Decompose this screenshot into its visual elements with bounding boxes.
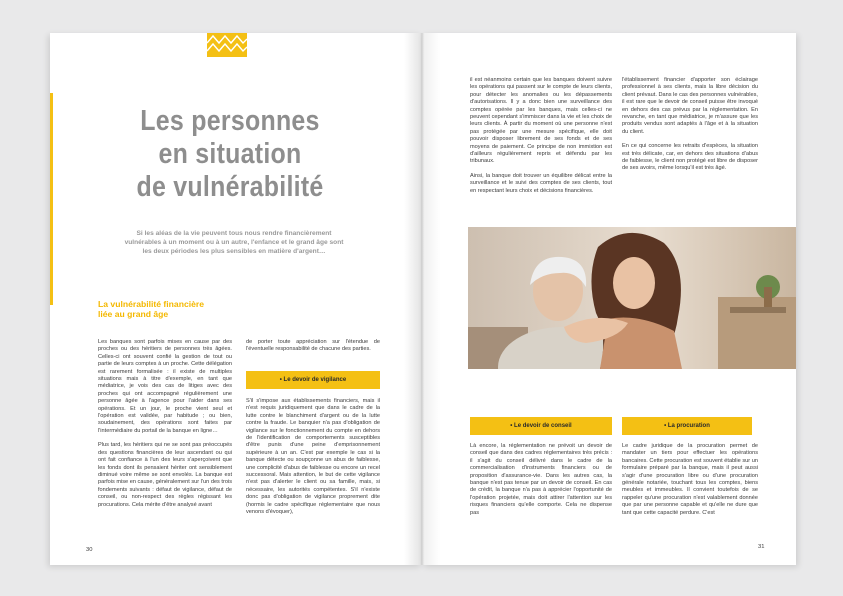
paragraph: Là encore, la réglementation ne prévoit un devoir de conseil que dans des cadres réglementaires très précis : il s'agit du conseil délivré dans le cadre de la commercialisation d'instruments financiers ou de proposition d'assurance-vie. Dans les autres cas, la banque n'est pas tenue par un devoir de conseil. En cas de crédit, la banque n'a pas à apprécier l'opportunité de l'opération projetée, mais doit attirer l'attention sur les risques financiers qu'elle comporte. Cela ne dispense pas xyxy=(470,443,612,516)
paragraph: Le cadre juridique de la procuration permet de mandater un tiers pour effectuer les opérations bancaires. Cette procuration est souvent établie sur un formulaire préparé par la banque, mais il peut aussi s'agir d'une procuration libre ou d'une procuration générale notariée, touchant tous les comptes, biens meubles et immeubles. Il convient toutefois de se rappeler qu'une procuration n'est valablement donnée que par une personne capable et qu'elle ne dure que tant que cette capacité perdure. C'est xyxy=(622,443,758,516)
title-line: en situation xyxy=(158,138,302,170)
section-bar-vigilance: • Le devoir de vigilance xyxy=(246,371,380,389)
paragraph: l'établissement financier d'apporter son éclairage professionnel à ses clients, mais la libre décision du client prévaut. Dans le cas des personnes vulnérables, il est rare que le devoir de conseil puisse être invoqué en dehors des cas prévus par la réglementation. En revanche, en tant que médiatrice, je m'assure que les produits vendus sont adaptés à l'âge et à la situation du client. xyxy=(622,77,758,135)
paragraph: Plus tard, les héritiers qui ne se sont pas préoccupés des questions financières de leur ascendant ou qui ont fait confiance à l'un des leurs s'aperçoivent que les fonds dont ils pensaient hériter ont sensiblement diminué voire même se sont envolés. La banque est parfois mise en cause, généralement sur l'un des trois fondements suivants : défaut de vigilance, défaut de conseil, ou non-respect des règles régissant les procurations. Cela mérite d'être analysé avant xyxy=(98,442,232,508)
section-title-line: La vulnérabilité financière xyxy=(98,299,205,309)
right-column-1 xyxy=(470,77,612,202)
title-line: de vulnérabilité xyxy=(136,171,324,203)
paragraph: S'il s'impose aux établissements financiers, mais il n'est requis juridiquement que dans le cadre de la lutte contre le blanchiment d'argent ou de la lutte contre la fraude. Le banquier n'a pas d'obligation de vigilance sur le fonctionnement du compte en dehors de l'identification de comportements susceptibles d'être punis d'une peine d'emprisonnement supérieure à un an. C'est par exemple le cas si la banque détecte ou soupçonne un abus de faiblesse, une complicité d'abus de faiblesse ou encore un recel successoral. Mais attention, le but de cette vigilance n'est pas d'alerter le client ou sa famille, mais, si nécessaire, les autorités compétentes. S'il n'existe donc pas d'obligation de vigilance proprement dite (hormis le cadre spécifique réglementaire que nous venons d'évoquer), xyxy=(246,398,380,516)
right-column-4 xyxy=(622,443,758,524)
section-bar-conseil: • Le devoir de conseil xyxy=(470,417,612,435)
page-number: 30 xyxy=(86,547,93,553)
page-number: 31 xyxy=(758,544,765,550)
section-title xyxy=(98,299,248,319)
grandmother-granddaughter-hug-photo-icon xyxy=(468,227,796,369)
intro-text: Si les aléas de la vie peuvent tous nous rendre financièrement vulnérables à un moment ou à un autre, l'enfance et le grand âge sont les deux périodes les plus sensibles en matière d'argent… xyxy=(124,230,344,255)
left-column-2 xyxy=(246,398,380,524)
right-column-2 xyxy=(622,77,758,180)
left-page xyxy=(50,33,422,565)
left-column-1 xyxy=(98,339,232,516)
right-column-3 xyxy=(470,443,612,524)
paragraph: Ainsi, la banque doit trouver un équilibre délicat entre la surveillance et le suivi des comptes de ses clients, tout en respectant leurs choix et décisions financières. xyxy=(470,172,612,194)
page-title xyxy=(127,105,333,204)
title-line: Les personnes xyxy=(140,105,320,137)
section-bar-procuration: • La procuration xyxy=(622,417,752,435)
paragraph: il est néanmoins certain que les banques doivent suivre les opérations qui passent sur le compte de leurs clients, pour détecter les anomalies ou les dépassements d'autorisations. Il y a donc bien une surveillance des comptes opérée par les banques, mais celles-ci ne peuvent cependant s'immiscer dans la vie et les choix de leurs clients. À partir du moment où une personne n'est pas protégée par une mesure spécifique, elle doit pouvoir disposer librement de ses fonds et de ses moyens de paiement. Ce principe de non immixtion est d'ailleurs régulièrement repris et défendu par les tribunaux. xyxy=(470,77,612,165)
section-title-line: liée au grand âge xyxy=(98,309,169,319)
paragraph: En ce qui concerne les retraits d'espèces, la situation est très délicate, car, en dehors des situations d'abus de faiblesse, le client non protégé est libre de disposer de ses avoirs, même lorsqu'il est très âgé. xyxy=(622,143,758,172)
right-page xyxy=(422,33,796,565)
yellow-edge-marker xyxy=(50,93,53,305)
left-column-2-top: de porter toute appréciation sur l'étendue de l'éventuelle responsabilité de chacune des parties. xyxy=(246,339,380,353)
yellow-crown-logo-icon xyxy=(207,33,247,57)
paragraph: Les banques sont parfois mises en cause par des proches ou des héritiers de personnes très âgées. Celles-ci ont souvent confié la gestion de tout ou partie de leurs comptes à un proche. Cette délégation est rarement formalisée : il existe de multiples situations mais à titre d'exemple, en tant que médiatrice, je vois des cas de litiges avec des proches qui ont accompagné régulièrement une personne âgée à l'agence pour l'aider dans ses opérations. Et un jour, le proche vient seul et l'opération est validée, par habitude ; ou bien, soudainement, des opérations sont faites par l'intermédiaire du portail de la banque en ligne… xyxy=(98,339,232,434)
